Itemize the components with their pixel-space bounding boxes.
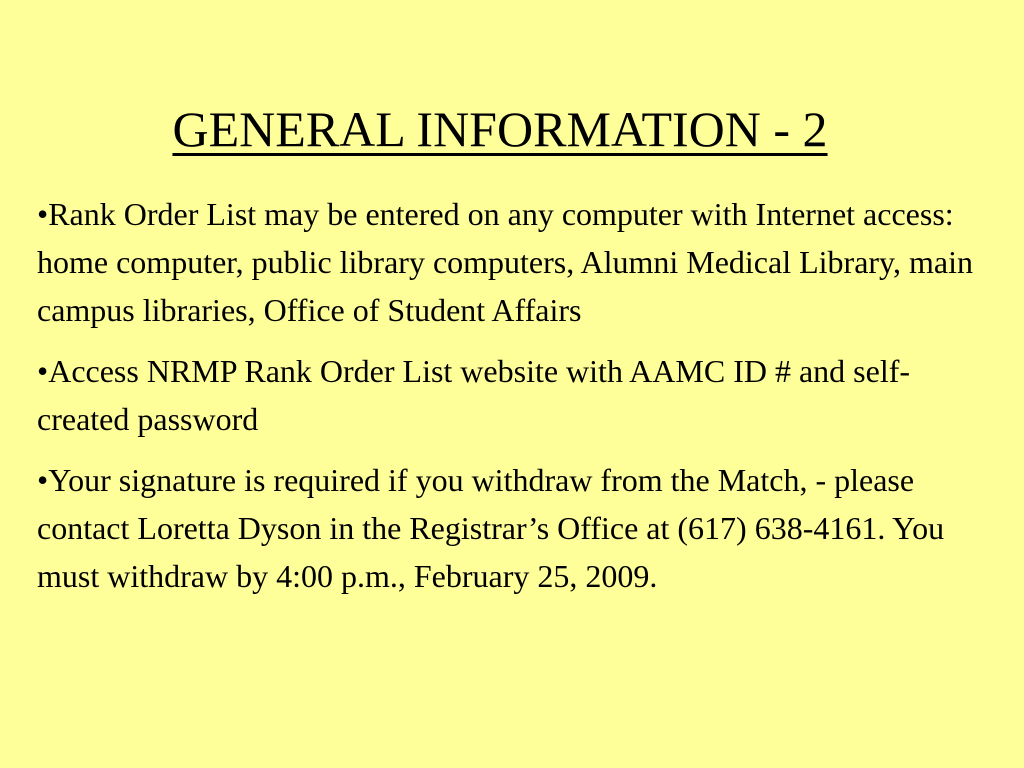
bullet-item-withdraw-signature	[37, 456, 977, 600]
bullet-text: Rank Order List may be entered on any computer with Internet access: home computer, public library computers, Alumni Medical Library, main campus libraries, Office of Student Affairs	[37, 196, 973, 328]
bullet-text: Access NRMP Rank Order List website with AAMC ID # and self-created password	[37, 353, 911, 437]
bullet-list	[37, 190, 977, 613]
bullet-item-website-access	[37, 347, 977, 443]
bullet-text: Your signature is required if you withdraw from the Match, - please contact Loretta Dyson in the Registrar’s Office at (617) 638-4161. You must withdraw by 4:00 p.m., February 25, 2009.	[37, 462, 945, 594]
slide-title	[0, 94, 1000, 164]
bullet-dot-icon: •	[37, 196, 49, 232]
bullet-dot-icon: •	[37, 353, 49, 389]
bullet-dot-icon: •	[37, 462, 49, 498]
slide-title-text: GENERAL INFORMATION - 2	[172, 101, 828, 157]
bullet-item-computer-access	[37, 190, 977, 334]
